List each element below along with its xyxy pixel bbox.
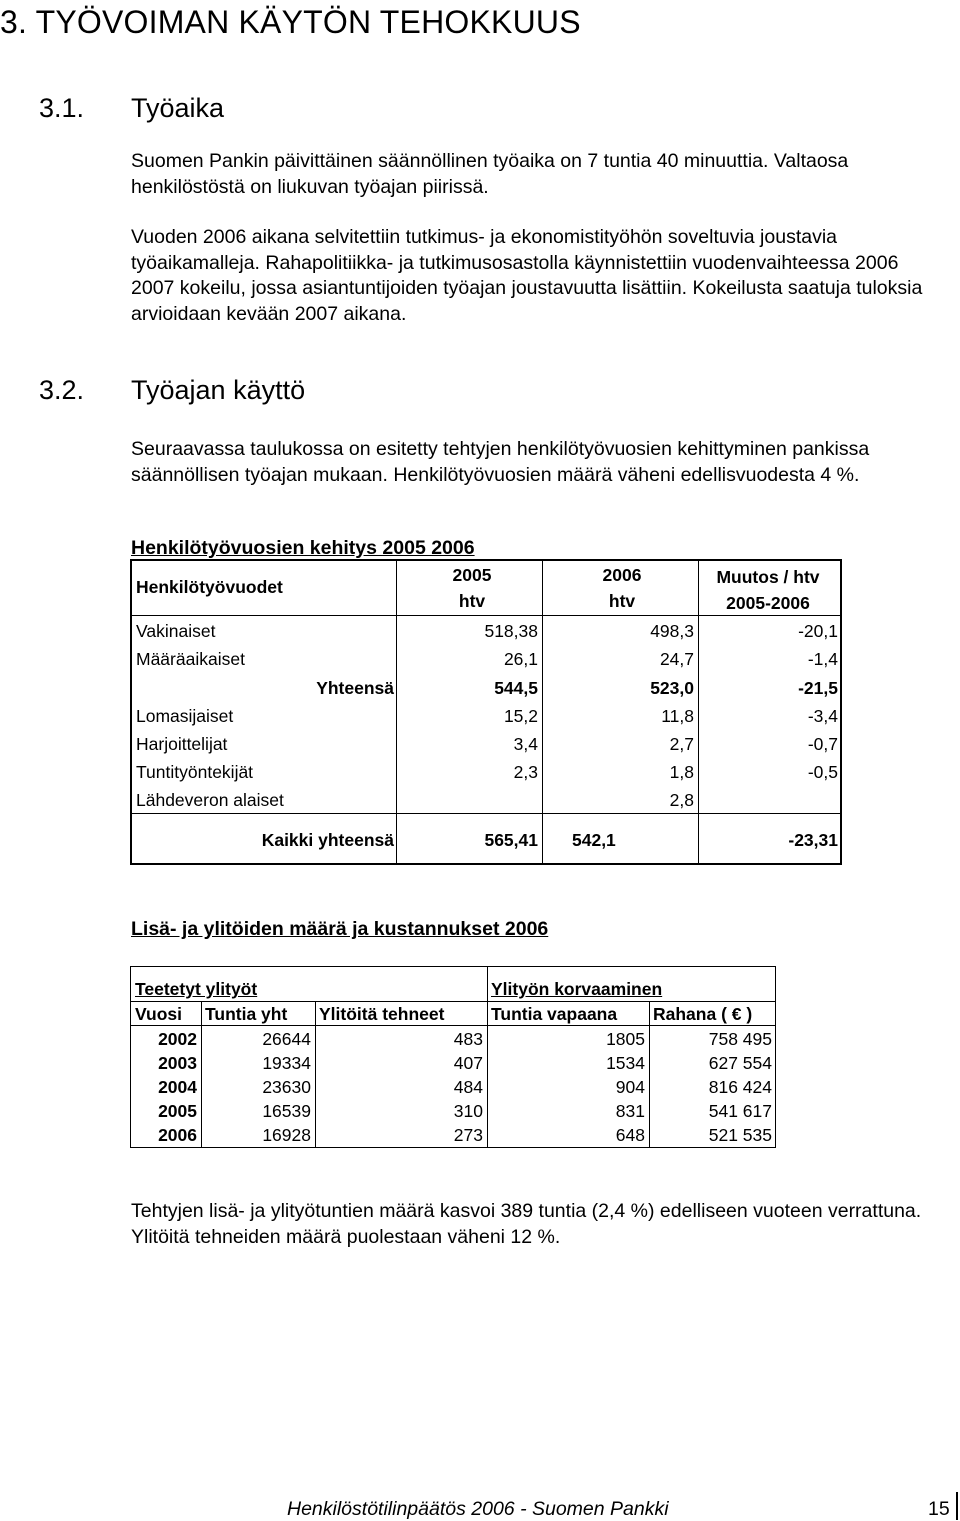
row-money: 627 554 <box>708 1053 772 1073</box>
row-money: 758 495 <box>708 1029 772 1049</box>
column-header-change: Muutos / htv <box>716 567 820 587</box>
row-value-2005: 518,38 <box>484 621 538 641</box>
row-time-off: 904 <box>615 1077 645 1097</box>
row-hours: 16539 <box>262 1101 311 1121</box>
row-hours: 23630 <box>262 1077 311 1097</box>
table-divider <box>131 1025 775 1026</box>
total-value-2006: 542,1 <box>572 830 616 850</box>
row-hours: 19334 <box>262 1053 311 1073</box>
column-header-2005: 2005 <box>452 565 492 585</box>
table-divider <box>132 813 840 814</box>
chapter-heading: 3. TYÖVOIMAN KÄYTÖN TEHOKKUUS <box>0 4 581 40</box>
row-value-change: -21,5 <box>798 678 838 698</box>
footer-rule <box>956 1492 958 1520</box>
row-value-change: -1,4 <box>807 649 838 669</box>
column-header-2006: 2006 <box>602 565 642 585</box>
row-year: 2002 <box>158 1029 197 1049</box>
row-value-2006: 24,7 <box>659 649 694 669</box>
section-number-3-2: 3.2. <box>39 375 85 405</box>
paragraph-table-intro <box>131 437 931 488</box>
row-persons: 407 <box>453 1053 483 1073</box>
row-money: 521 535 <box>708 1125 772 1145</box>
footer-document-title: Henkilöstötilinpäätös 2006 - Suomen Pankki <box>287 1498 669 1520</box>
column-header-label: Henkilötyövuodet <box>136 577 283 597</box>
row-persons: 483 <box>453 1029 483 1049</box>
paragraph-text: Suomen Pankin päivittäinen säännöllinen työaika on 7 tuntia 40 minuuttia. Valtaosa henkilöstöstä on liukuvan työajan piirissä. <box>131 150 849 198</box>
section-number-3-1: 3.1. <box>39 93 85 123</box>
row-value-2006: 11,8 <box>661 706 694 726</box>
row-label: Harjoittelijat <box>136 734 228 754</box>
row-time-off: 1534 <box>606 1053 645 1073</box>
row-time-off: 831 <box>615 1101 645 1121</box>
row-money: 816 424 <box>708 1077 772 1097</box>
paragraph-working-hours <box>131 149 931 200</box>
paragraph-text: Seuraavassa taulukossa on esitetty tehtyjen henkilötyövuosien kehittyminen pankissa säännöllisen työajan mukaan. Henkilötyövuosien määrä väheni edellisvuodesta 4 %. <box>131 438 870 486</box>
row-label: Vakinaiset <box>136 621 216 641</box>
row-label-subtotal: Yhteensä <box>316 678 394 698</box>
row-persons: 484 <box>453 1077 483 1097</box>
total-value-2005: 565,41 <box>484 830 538 850</box>
row-value-2005: 26,1 <box>503 649 538 669</box>
row-hours: 16928 <box>262 1125 311 1145</box>
row-label-grand-total: Kaikki yhteensä <box>261 830 394 850</box>
paragraph-flexible-hours <box>131 225 931 327</box>
row-value-2006: 2,7 <box>669 734 694 754</box>
paragraph-text: Vuoden 2006 aikana selvitettiin tutkimus- ja ekonomistityöhön soveltuvia joustavia työaikamalleja. Rahapolitiikka- ja tutkimusosastolla käynnistettiin vuodenvaihteessa 2006 2007 kokeilu, jossa asiantuntijoiden työajan joustavuutta lisättiin. Kokeilusta saatuja tuloksia arvioidaan kevään 2007 aikana. <box>131 226 923 325</box>
row-value-change: -3,4 <box>807 706 838 726</box>
row-label: Määräaikaiset <box>136 649 245 669</box>
row-time-off: 648 <box>615 1125 645 1145</box>
column-header-2005-unit: htv <box>458 591 486 611</box>
row-value-2006: 2,8 <box>669 790 694 810</box>
table-divider <box>132 615 840 616</box>
row-label: Lähdeveron alaiset <box>136 790 284 810</box>
row-value-change: -20,1 <box>798 621 838 641</box>
row-label: Tuntityöntekijät <box>136 762 254 782</box>
row-value-2005: 544,5 <box>494 678 538 698</box>
row-year: 2006 <box>158 1125 197 1145</box>
paragraph-text: Tehtyjen lisä- ja ylityötuntien määrä kasvoi 389 tuntia (2,4 %) edelliseen vuoteen verrattuna. Ylitöitä tehneiden määrä puolestaan väheni 12 %. <box>131 1200 922 1248</box>
row-value-2006: 498,3 <box>650 621 694 641</box>
paragraph-overtime-summary <box>131 1199 931 1250</box>
row-value-2005: 3,4 <box>513 734 538 754</box>
overtime-table <box>130 966 776 1148</box>
row-value-change: -0,5 <box>807 762 838 782</box>
row-persons: 273 <box>453 1125 483 1145</box>
column-header-hours: Tuntia yht <box>205 1004 288 1024</box>
group-header-overtime: Teetetyt ylityöt <box>135 979 258 999</box>
row-year: 2005 <box>158 1101 197 1121</box>
row-value-change: -0,7 <box>807 734 838 754</box>
section-title-tyoaika: Työaika <box>131 93 225 123</box>
row-persons: 310 <box>453 1101 483 1121</box>
row-label: Lomasijaiset <box>136 706 234 726</box>
row-value-2005: 2,3 <box>513 762 538 782</box>
total-value-change: -23,31 <box>788 830 838 850</box>
column-header-2006-unit: htv <box>608 591 636 611</box>
row-year: 2003 <box>158 1053 197 1073</box>
row-value-2006: 1,8 <box>669 762 694 782</box>
row-time-off: 1805 <box>606 1029 645 1049</box>
column-header-persons: Ylitöitä tehneet <box>319 1004 445 1024</box>
person-years-table <box>130 559 842 865</box>
section-title-tyoajan-kaytto: Työajan käyttö <box>131 375 306 405</box>
table1-caption: Henkilötyövuosien kehitys 2005 2006 <box>131 537 475 559</box>
table-divider <box>131 1001 775 1002</box>
row-hours: 26644 <box>262 1029 311 1049</box>
row-value-2005: 15,2 <box>503 706 538 726</box>
column-header-time-off: Tuntia vapaana <box>491 1004 618 1024</box>
row-year: 2004 <box>158 1077 197 1097</box>
column-header-change-period: 2005-2006 <box>726 593 810 613</box>
table2-caption: Lisä- ja ylitöiden määrä ja kustannukset 2006 <box>131 918 549 940</box>
row-value-2006: 523,0 <box>650 678 694 698</box>
column-header-money: Rahana ( € ) <box>653 1004 753 1024</box>
row-money: 541 617 <box>708 1101 772 1121</box>
group-header-compensation: Ylityön korvaaminen <box>491 979 663 999</box>
table-divider <box>487 967 488 1001</box>
page-number: 15 <box>928 1498 950 1520</box>
column-header-year: Vuosi <box>135 1004 182 1024</box>
